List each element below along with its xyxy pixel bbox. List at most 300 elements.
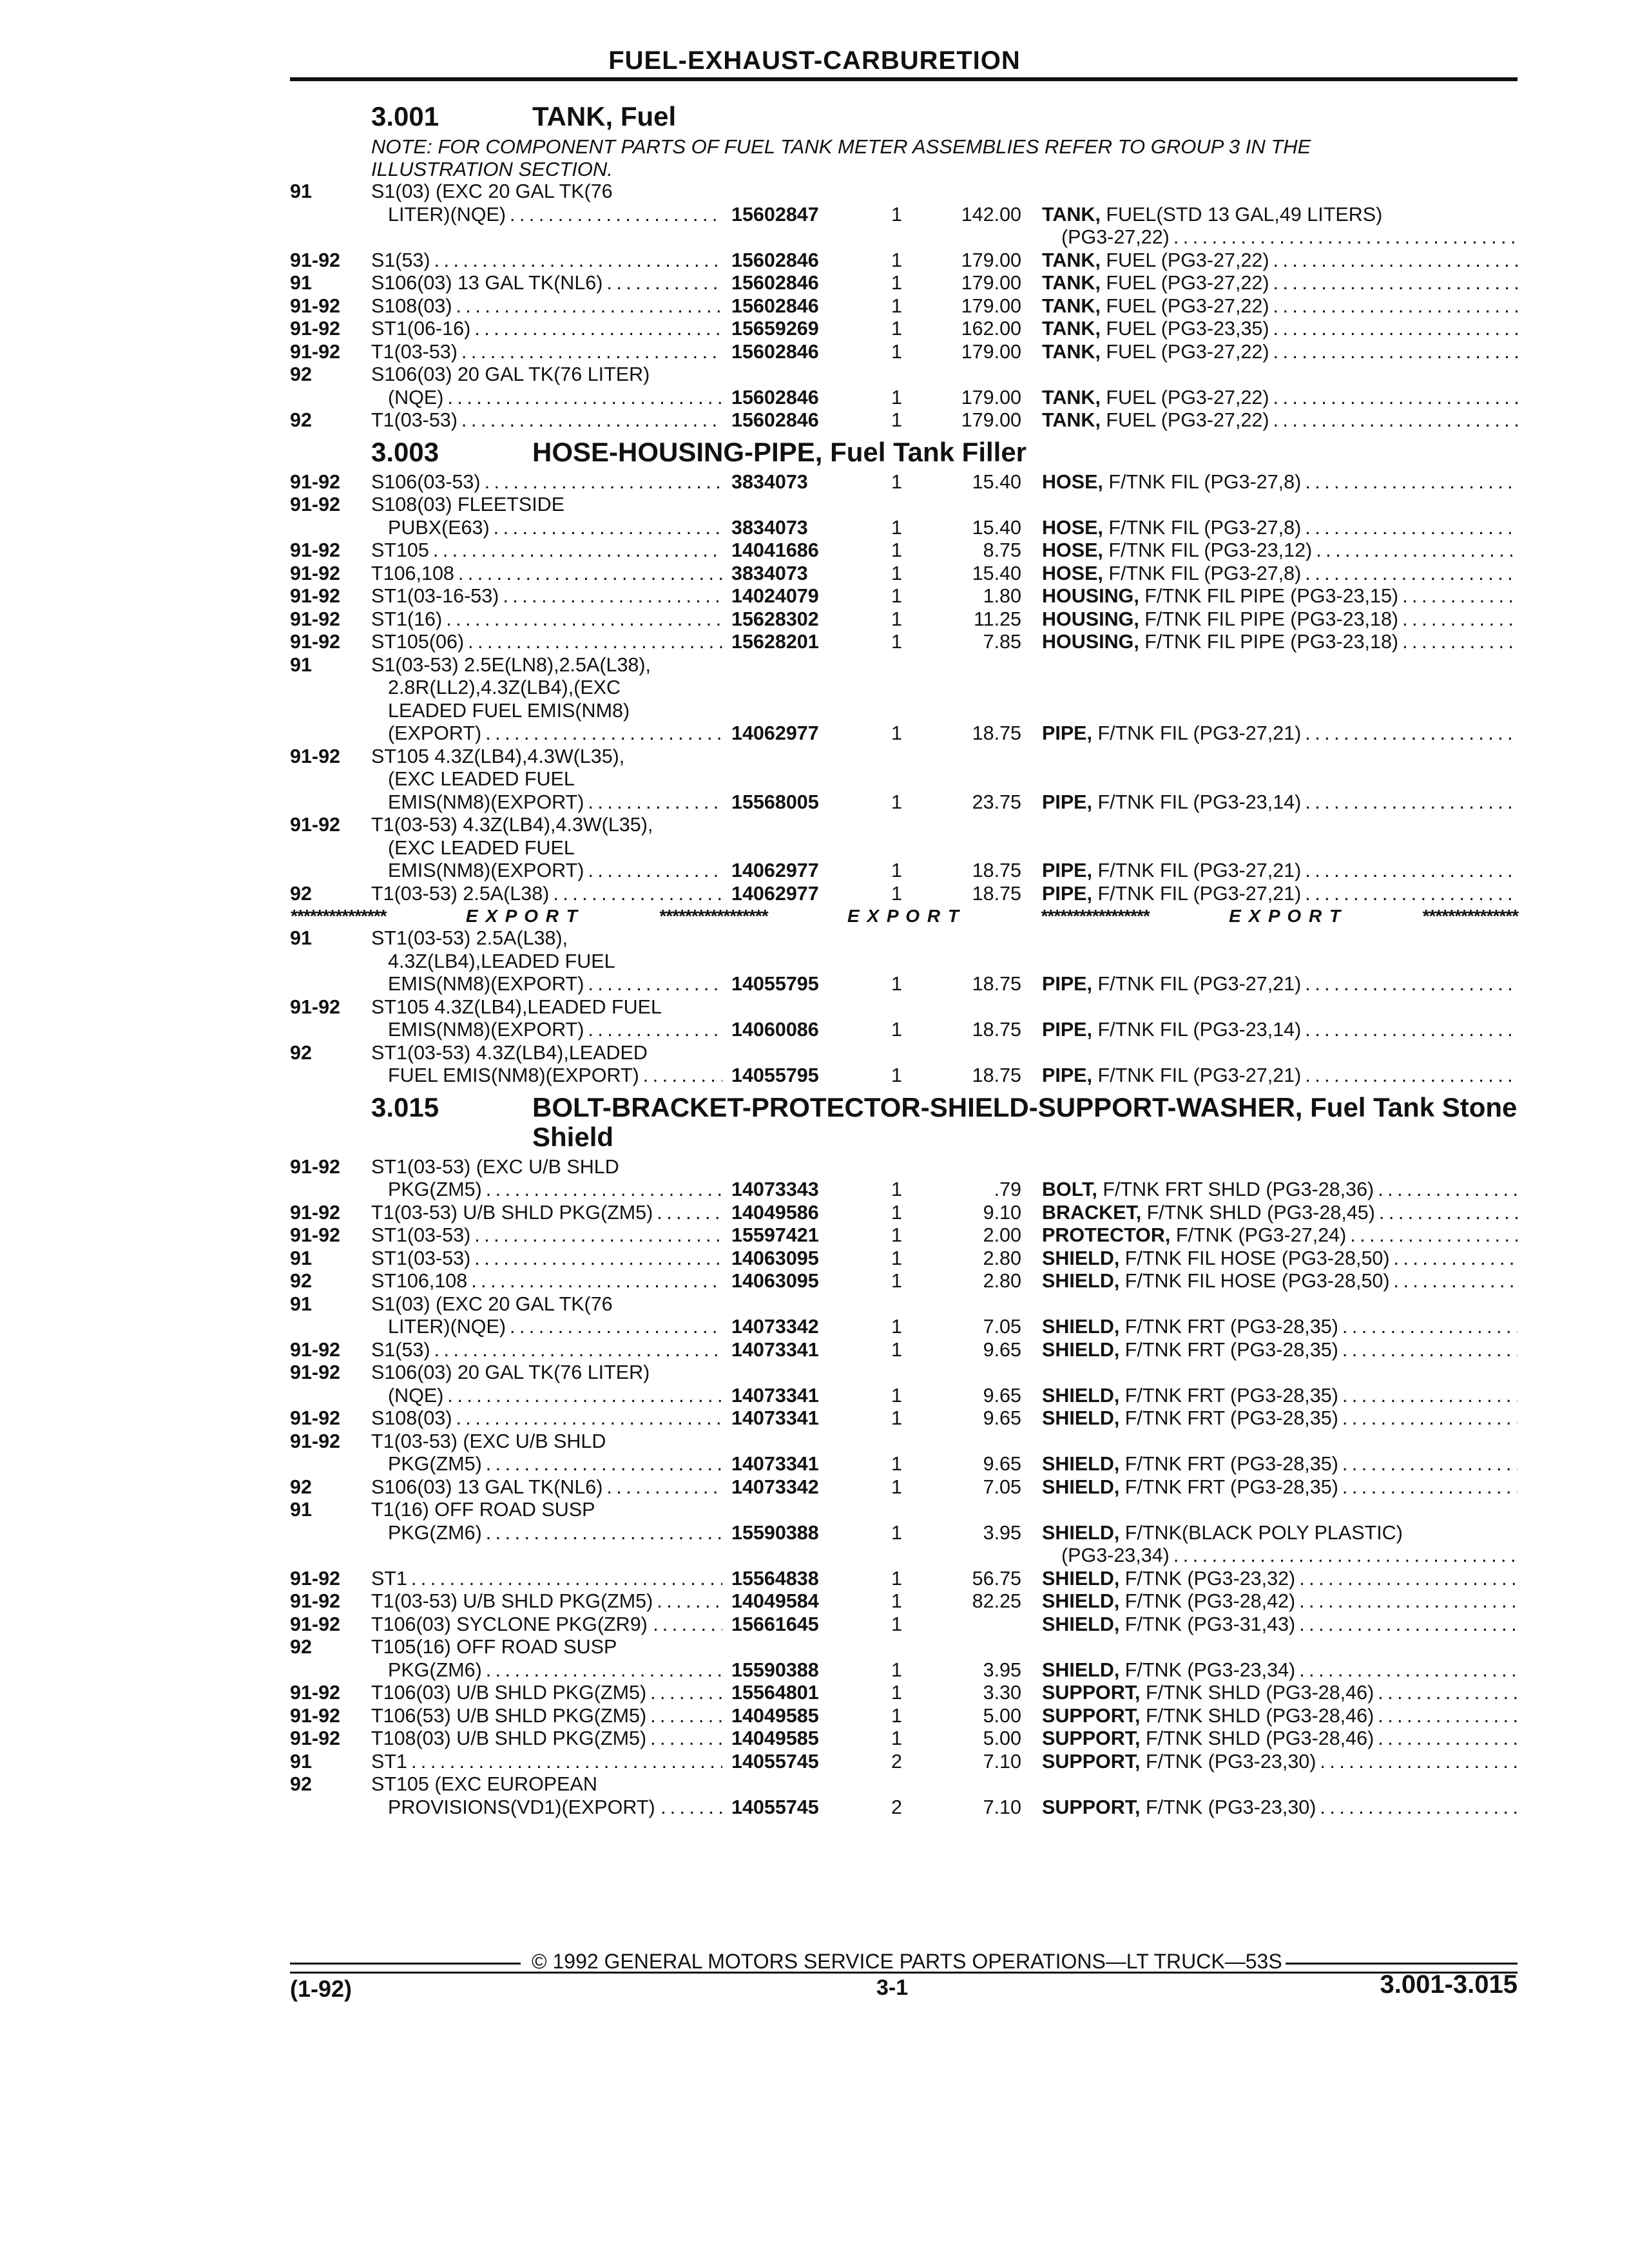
quantity: 2 <box>891 1796 902 1818</box>
fitment-text <box>371 1453 731 1476</box>
model-year: 91-92 <box>290 1407 341 1429</box>
description-detail: F/TNK FIL (PG3-23,14) <box>1092 1019 1302 1041</box>
description-noun: PIPE, <box>1042 860 1092 881</box>
part-number: 14073341 <box>731 1453 819 1475</box>
description-detail: F/TNK FIL (PG3-27,21) <box>1092 882 1302 905</box>
section-title-rest: Fuel <box>613 101 677 131</box>
fitment-line: PKG(ZM6) <box>388 1658 482 1681</box>
leader-dots <box>606 1476 722 1499</box>
fitment-text <box>371 1568 731 1591</box>
part-number: 14073343 <box>731 1178 819 1200</box>
fitment-text <box>371 1476 731 1499</box>
fitment-line: ST1 <box>371 1567 407 1590</box>
quantity: 1 <box>891 1019 902 1041</box>
description-noun: SHIELD, <box>1042 1613 1120 1635</box>
description <box>1042 1453 1518 1476</box>
part-row-continuation <box>290 363 1518 387</box>
quantity: 1 <box>891 539 902 561</box>
leader-dots <box>1299 1590 1518 1613</box>
fitment-line: PKG(ZM6) <box>388 1521 482 1544</box>
fitment-text <box>371 562 731 586</box>
leader-dots <box>485 722 722 745</box>
section-title-bold: TANK, <box>532 101 613 131</box>
part-row-description-continuation <box>290 1544 1518 1568</box>
section-title-bold: HOSE-HOUSING-PIPE, <box>532 436 823 467</box>
leader-dots <box>411 1751 722 1774</box>
description <box>1042 1202 1518 1225</box>
description-noun: HOSE, <box>1042 516 1103 539</box>
leader-dots <box>1173 1544 1518 1568</box>
description-noun: SHIELD, <box>1042 1475 1120 1498</box>
leader-dots <box>1273 409 1518 432</box>
model-year: 92 <box>290 1270 312 1292</box>
part-row-continuation <box>290 1499 1518 1522</box>
description-noun: SHIELD, <box>1042 1590 1120 1612</box>
part-number: 14073341 <box>731 1384 819 1407</box>
part-row <box>290 387 1518 410</box>
part-number: 15602846 <box>731 409 819 431</box>
model-year: 91-92 <box>290 340 341 363</box>
description-text <box>1042 791 1301 814</box>
price: 2.80 <box>983 1247 1021 1269</box>
price: 18.75 <box>972 882 1021 905</box>
price: 3.95 <box>983 1658 1021 1681</box>
model-year: 91-92 <box>290 1430 341 1452</box>
part-row-description-continuation <box>290 226 1518 249</box>
description <box>1042 722 1518 745</box>
price: 5.00 <box>983 1727 1021 1749</box>
quantity: 1 <box>891 318 902 340</box>
price: 3.95 <box>983 1521 1021 1544</box>
description <box>1042 1270 1518 1293</box>
leader-dots <box>553 883 722 906</box>
section-heading <box>290 1093 1518 1152</box>
part-row-continuation <box>290 1636 1518 1659</box>
part-number: 15568005 <box>731 791 819 813</box>
model-year: 91 <box>290 1750 312 1773</box>
leader-dots <box>1305 517 1518 540</box>
part-number: 14063095 <box>731 1247 819 1269</box>
description <box>1042 1316 1518 1339</box>
fitment-line: ST105 <box>371 539 429 561</box>
part-row-continuation <box>290 745 1518 769</box>
model-year: 92 <box>290 1041 312 1064</box>
fitment-line: (NQE) <box>388 1384 444 1407</box>
fitment-line: LITER)(NQE) <box>388 1316 506 1338</box>
model-year: 91-92 <box>290 1155 341 1178</box>
part-number: 15661645 <box>731 1613 819 1635</box>
leader-dots <box>486 1659 722 1682</box>
leader-dots <box>1394 1247 1518 1271</box>
part-number: 15602846 <box>731 340 819 363</box>
part-number: 15659269 <box>731 318 819 340</box>
quantity: 1 <box>891 409 902 431</box>
fitment-text: T1(03-53) 4.3Z(LB4),4.3W(L35), <box>371 814 653 836</box>
quantity: 1 <box>891 1201 902 1224</box>
leader-dots <box>434 249 722 273</box>
fitment-text: T1(16) OFF ROAD SUSP <box>371 1499 595 1521</box>
quantity: 1 <box>891 1247 902 1269</box>
part-row <box>290 860 1518 883</box>
model-year: 91 <box>290 180 312 202</box>
description-text <box>1042 272 1269 295</box>
fitment-text <box>371 295 731 318</box>
fitment-line: ST1(03-53) <box>371 1224 471 1246</box>
fitment-line: ST1(06-16) <box>371 318 471 340</box>
description-detail: F/TNK (PG3-23,30) <box>1140 1796 1316 1818</box>
description-detail: F/TNK FIL (PG3-27,8) <box>1103 516 1302 539</box>
part-number: 14049585 <box>731 1704 819 1727</box>
fitment-text <box>371 1178 731 1202</box>
fitment-line: T1(03-53) <box>371 409 458 431</box>
fitment-text <box>371 608 731 631</box>
fitment-line: T106(03) SYCLONE PKG(ZR9) . <box>371 1613 659 1635</box>
description <box>1042 973 1518 996</box>
part-row-continuation <box>290 654 1518 677</box>
part-number: 15602846 <box>731 386 819 408</box>
price: 9.10 <box>983 1201 1021 1224</box>
leader-dots <box>447 387 722 410</box>
quantity: 1 <box>891 272 902 294</box>
leader-dots <box>1320 1796 1518 1820</box>
quantity: 2 <box>891 1750 902 1773</box>
price: 9.65 <box>983 1338 1021 1361</box>
part-row-continuation <box>290 1293 1518 1316</box>
description-text <box>1042 471 1301 494</box>
price: 7.05 <box>983 1475 1021 1498</box>
part-number: 14055745 <box>731 1796 819 1818</box>
description <box>1042 471 1518 494</box>
price: 5.00 <box>983 1704 1021 1727</box>
quantity: 1 <box>891 1521 902 1544</box>
description <box>1042 539 1518 562</box>
description-detail: F/TNK (PG3-27,24) <box>1170 1224 1347 1246</box>
part-row-continuation <box>290 996 1518 1019</box>
description-noun: PIPE, <box>1042 722 1092 744</box>
fitment-line: ST1(03-53) <box>371 1247 471 1269</box>
section-title <box>532 1093 1518 1152</box>
model-year: 91-92 <box>290 1613 341 1635</box>
description-text <box>1042 1727 1374 1751</box>
price: 15.40 <box>972 516 1021 539</box>
description-detail: F/TNK SHLD (PG3-28,45) <box>1141 1201 1375 1224</box>
description-text <box>1042 1659 1295 1682</box>
fitment-line: S1(53) <box>371 249 430 271</box>
fitment-text <box>371 539 731 562</box>
description-text <box>1042 973 1301 996</box>
description-noun: SHIELD, <box>1042 1521 1120 1544</box>
leader-dots <box>657 1202 722 1225</box>
leader-dots <box>1273 249 1518 273</box>
export-divider <box>290 905 1518 927</box>
leader-dots <box>657 1590 722 1613</box>
header-rule <box>290 77 1518 81</box>
description-text <box>1042 1270 1390 1293</box>
description-detail: F/TNK FRT (PG3-28,35) <box>1119 1316 1338 1338</box>
description-text <box>1042 341 1269 364</box>
description-text <box>1042 1751 1316 1774</box>
fitment-line: S1(53) <box>371 1338 430 1361</box>
model-year: 92 <box>290 882 312 905</box>
quantity: 1 <box>891 1384 902 1407</box>
description <box>1042 1613 1518 1637</box>
model-year: 92 <box>290 409 312 431</box>
fitment-text <box>371 973 731 996</box>
part-row <box>290 204 1518 227</box>
fitment-text: ST1(03-53) (EXC U/B SHLD <box>371 1155 619 1178</box>
leader-dots <box>1342 1407 1518 1430</box>
leader-dots <box>1305 562 1518 586</box>
part-number: 14049586 <box>731 1201 819 1224</box>
description-text <box>1042 1385 1338 1408</box>
description <box>1042 1224 1518 1247</box>
part-row <box>290 1522 1518 1545</box>
description-detail: F/TNK FIL (PG3-23,14) <box>1092 791 1302 813</box>
price: 18.75 <box>972 1019 1021 1041</box>
price: 179.00 <box>961 249 1021 271</box>
quantity: 1 <box>891 386 902 408</box>
description <box>1042 1339 1518 1362</box>
part-number: 14049584 <box>731 1590 819 1612</box>
description <box>1042 1590 1518 1613</box>
description-noun: SHIELD, <box>1042 1316 1120 1338</box>
part-row-continuation <box>290 837 1518 860</box>
fitment-text <box>371 585 731 608</box>
description <box>1042 409 1518 432</box>
fitment-text: S108(03) FLEETSIDE <box>371 494 565 515</box>
model-year: 91-92 <box>290 995 341 1018</box>
description-continuation <box>1042 226 1518 249</box>
fitment-line: EMIS(NM8)(EXPORT) <box>388 860 584 881</box>
quantity: 1 <box>891 1475 902 1498</box>
description-noun: PIPE, <box>1042 1064 1092 1086</box>
fitment-text <box>371 471 731 494</box>
description <box>1042 562 1518 586</box>
description-noun: SHIELD, <box>1042 1247 1120 1269</box>
fitment-line: EMIS(NM8)(EXPORT) <box>388 973 584 995</box>
export-label: E X P O R T <box>465 906 579 926</box>
fitment-text <box>371 1316 731 1339</box>
export-stars: ***************** <box>659 906 767 926</box>
description-text <box>1042 1407 1338 1430</box>
description-detail: FUEL (PG3-27,22) <box>1100 386 1269 408</box>
leader-dots <box>650 1682 722 1705</box>
section-heading <box>290 102 1518 131</box>
quantity: 1 <box>891 882 902 905</box>
description <box>1042 791 1518 814</box>
description-text <box>1042 1202 1375 1225</box>
leader-dots <box>1378 1178 1518 1202</box>
price: 179.00 <box>961 294 1021 317</box>
leader-dots <box>471 1270 722 1293</box>
fitment-text <box>371 722 731 745</box>
part-number: 15597421 <box>731 1224 819 1246</box>
section-title <box>532 102 1518 131</box>
quantity: 1 <box>891 1178 902 1200</box>
description-noun: PIPE, <box>1042 882 1092 905</box>
description-text <box>1042 631 1398 654</box>
leader-dots <box>1342 1339 1518 1362</box>
fitment-text <box>371 1339 731 1362</box>
description-text <box>1042 722 1301 745</box>
fitment-text: ST105 (EXC EUROPEAN <box>371 1773 597 1795</box>
section-note: NOTE: FOR COMPONENT PARTS OF FUEL TANK METER ASSEMBLIES REFER TO GROUP 3 IN THE ILLUSTRATION SECTION. <box>371 135 1311 180</box>
model-year: 92 <box>290 1636 312 1658</box>
description-detail: F/TNK FIL PIPE (PG3-23,15) <box>1139 585 1399 607</box>
price: 56.75 <box>972 1567 1021 1590</box>
fitment-line: T1(03-53) U/B SHLD PKG(ZM5) <box>371 1590 653 1612</box>
fitment-text <box>371 318 731 341</box>
footer-rule-left <box>290 1963 521 1965</box>
leader-dots <box>1342 1476 1518 1499</box>
price: 179.00 <box>961 272 1021 294</box>
part-row-continuation <box>290 1773 1518 1796</box>
quantity: 1 <box>891 1316 902 1338</box>
export-stars: *************** <box>290 906 386 926</box>
leader-dots <box>650 1727 722 1751</box>
description <box>1042 1247 1518 1271</box>
description <box>1042 1407 1518 1430</box>
description-detail: F/TNK FIL HOSE (PG3-28,50) <box>1119 1247 1390 1269</box>
quantity: 1 <box>891 1704 902 1727</box>
description <box>1042 1705 1518 1728</box>
model-year: 91-92 <box>290 745 341 767</box>
description <box>1042 1178 1518 1202</box>
leader-dots <box>486 1178 722 1202</box>
fitment-text <box>371 1064 731 1088</box>
fitment-line: ST1 <box>371 1750 407 1773</box>
leader-dots <box>503 585 722 608</box>
leader-dots <box>411 1568 722 1591</box>
description-detail: F/TNK FRT (PG3-28,35) <box>1119 1384 1338 1407</box>
description-detail: FUEL (PG3-27,22) <box>1100 409 1269 431</box>
description-noun: SUPPORT, <box>1042 1704 1141 1727</box>
description-detail: F/TNK FIL (PG3-27,21) <box>1092 860 1302 881</box>
page-title: FUEL-EXHAUST-CARBURETION <box>608 46 1021 75</box>
description-text <box>1042 1178 1374 1202</box>
model-year: 91 <box>290 272 312 294</box>
model-year: 91-92 <box>290 1361 341 1383</box>
fitment-line: EMIS(NM8)(EXPORT) <box>388 1019 584 1041</box>
model-year: 91-92 <box>290 631 341 653</box>
description-noun: TANK, <box>1042 272 1101 294</box>
description <box>1042 1019 1518 1042</box>
part-row <box>290 1407 1518 1430</box>
part-row <box>290 1202 1518 1225</box>
leader-dots <box>1305 1019 1518 1042</box>
model-year: 92 <box>290 1773 312 1795</box>
fitment-text <box>371 631 731 654</box>
description <box>1042 318 1518 341</box>
part-number: 15628302 <box>731 608 819 630</box>
description-continuation-text: (PG3-27,22) <box>1061 226 1170 248</box>
model-year: 91-92 <box>290 562 341 584</box>
leader-dots <box>1273 341 1518 364</box>
part-number: 14062977 <box>731 882 819 905</box>
leader-dots <box>1305 973 1518 996</box>
leader-dots <box>1402 631 1518 654</box>
description-detail: F/TNK FIL HOSE (PG3-28,50) <box>1119 1270 1390 1292</box>
part-row <box>290 722 1518 745</box>
description-noun: TANK, <box>1042 340 1101 363</box>
description <box>1042 1385 1518 1408</box>
price: 18.75 <box>972 722 1021 744</box>
quantity: 1 <box>891 631 902 653</box>
leader-dots <box>456 295 722 318</box>
part-row <box>290 1247 1518 1271</box>
description-text <box>1042 1613 1295 1637</box>
description-detail: F/TNK SHLD (PG3-28,46) <box>1140 1682 1374 1704</box>
part-row-continuation <box>290 677 1518 700</box>
fitment-line: PROVISIONS(VD1)(EXPORT) . <box>388 1796 666 1818</box>
description-detail: F/TNK (PG3-31,43) <box>1119 1613 1296 1635</box>
description-text <box>1042 1796 1316 1820</box>
leader-dots <box>468 631 722 654</box>
quantity: 1 <box>891 585 902 607</box>
description-text <box>1042 1682 1374 1705</box>
fitment-line: T106,108 <box>371 562 454 584</box>
footer-section-range: 3.001-3.015 <box>1380 1970 1518 1999</box>
part-row <box>290 341 1518 364</box>
price: 15.40 <box>972 470 1021 493</box>
description-noun: SUPPORT, <box>1042 1727 1141 1749</box>
fitment-line: ST105(06) <box>371 631 465 653</box>
fitment-text <box>371 1202 731 1225</box>
model-year: 91 <box>290 1293 312 1315</box>
leader-dots <box>510 204 722 227</box>
quantity: 1 <box>891 294 902 317</box>
section-number: 3.003 <box>371 436 439 467</box>
fitment-line: T1(03-53) 2.5A(L38) <box>371 882 550 905</box>
price: 179.00 <box>961 340 1021 363</box>
description-detail: F/TNK (PG3-28,42) <box>1119 1590 1296 1612</box>
part-number: 14060086 <box>731 1019 819 1041</box>
description-text <box>1042 387 1269 410</box>
footer-rule-right <box>1286 1963 1518 1965</box>
description-detail: F/TNK FIL (PG3-27,21) <box>1092 973 1302 995</box>
fitment-line: S108(03) <box>371 294 452 317</box>
part-row <box>290 1705 1518 1728</box>
description-noun: SHIELD, <box>1042 1453 1120 1475</box>
description-continuation-text: (PG3-23,34) <box>1061 1544 1170 1566</box>
description-text <box>1042 585 1398 608</box>
part-row <box>290 1727 1518 1751</box>
leader-dots <box>486 1522 722 1545</box>
model-year: 91-92 <box>290 1727 341 1749</box>
leader-dots <box>1273 272 1518 295</box>
description <box>1042 1064 1518 1088</box>
fitment-line: ST1(03-16-53) <box>371 585 499 607</box>
leader-dots <box>588 791 722 814</box>
description-text <box>1042 1224 1346 1247</box>
leader-dots <box>1378 1705 1518 1728</box>
description-detail: F/TNK FRT (PG3-28,35) <box>1119 1475 1338 1498</box>
fitment-line: S108(03) <box>371 1407 452 1429</box>
quantity: 1 <box>891 1064 902 1086</box>
quantity: 1 <box>891 1658 902 1681</box>
leader-dots <box>588 860 722 883</box>
description-noun: SHIELD, <box>1042 1407 1120 1429</box>
description <box>1042 631 1518 654</box>
leader-dots <box>474 1224 722 1247</box>
description-text <box>1042 883 1301 906</box>
fitment-text <box>371 1407 731 1430</box>
fitment-text: (EXC LEADED FUEL <box>388 836 575 859</box>
model-year: 91-92 <box>290 1682 341 1704</box>
description-noun: HOUSING, <box>1042 608 1139 630</box>
export-label: E X P O R T <box>847 906 960 926</box>
part-row-continuation <box>290 768 1518 791</box>
